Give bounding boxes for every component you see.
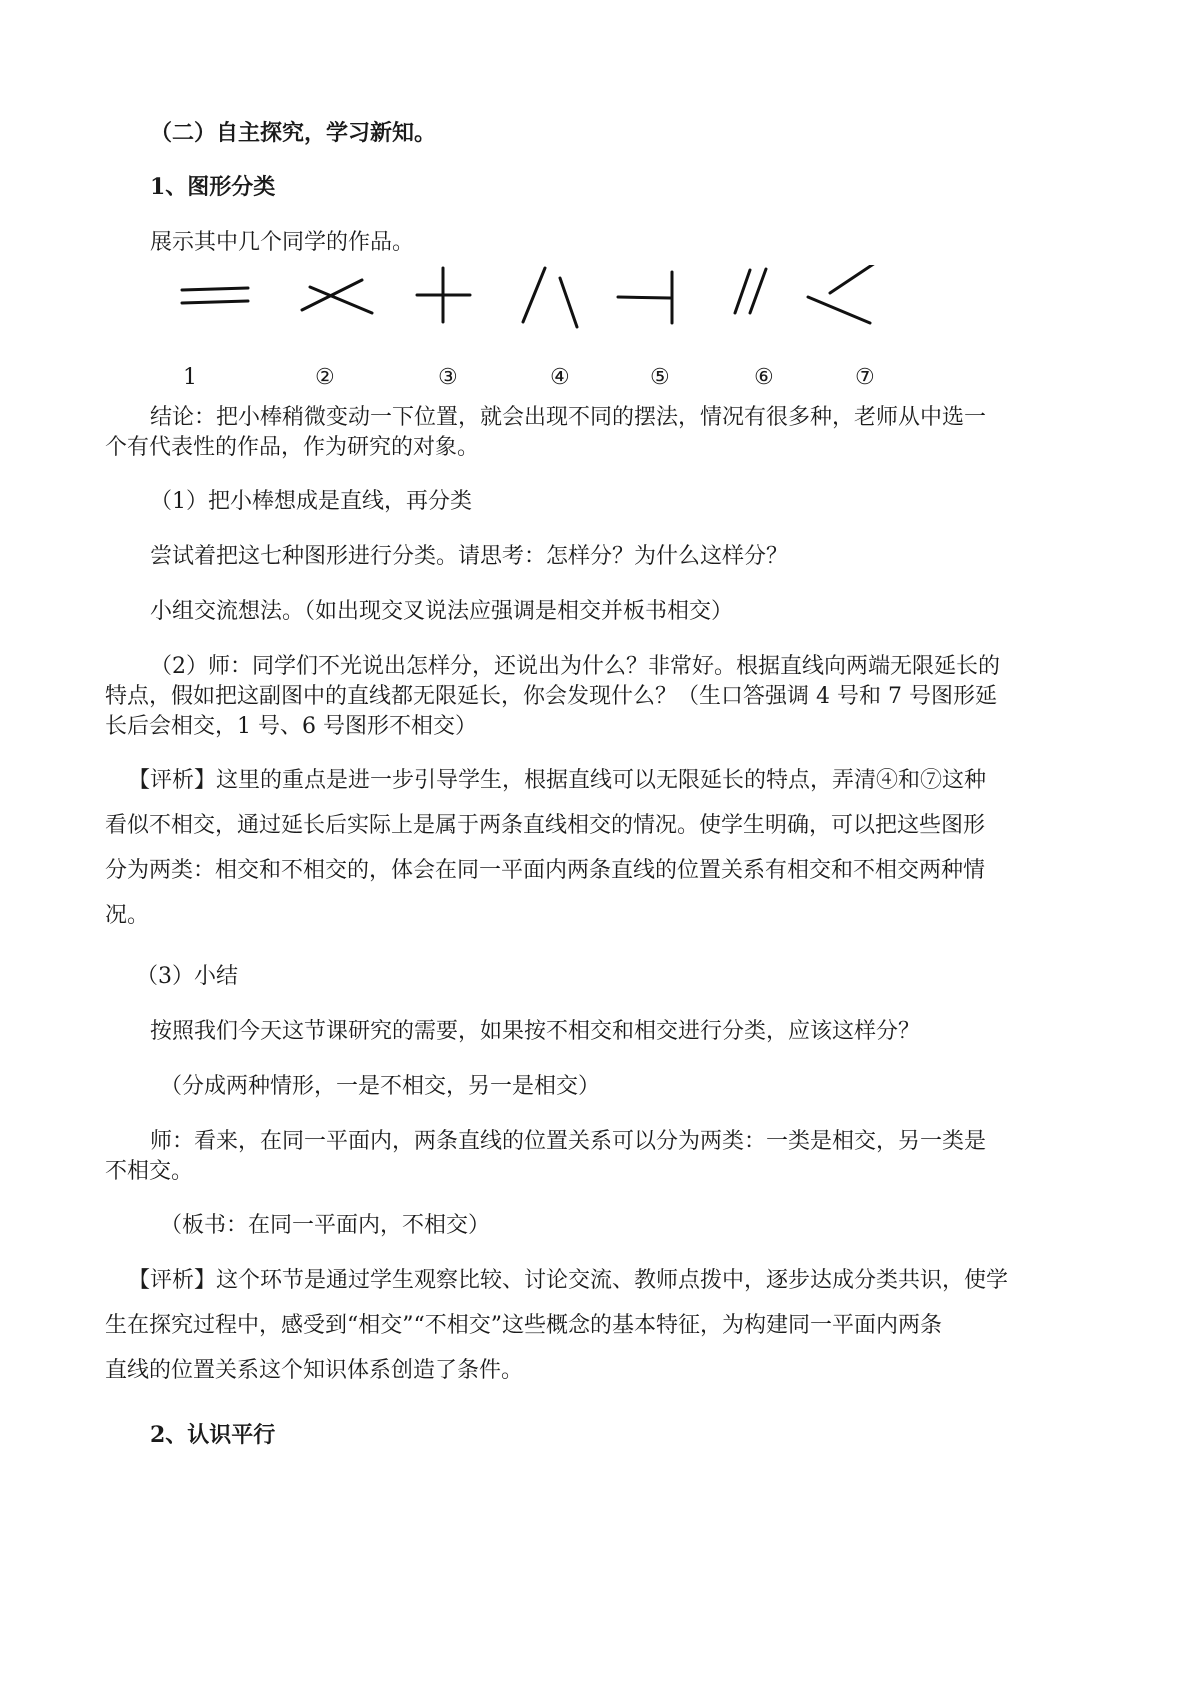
- stick-figures: [180, 265, 980, 395]
- figure-label-3: ③: [438, 365, 458, 390]
- comment-1-line-4: 况。: [105, 903, 150, 928]
- figure-label-5: ⑤: [650, 365, 670, 390]
- figure-7-stick-a: [830, 265, 890, 293]
- step-2-line-3: 长后会相交，1 号、6 号图形不相交）: [105, 714, 477, 739]
- figure-7-stick-b: [808, 297, 870, 323]
- sub-heading-parallel: 2、认识平行: [150, 1422, 276, 1448]
- conclusion-line-1: 结论：把小棒稍微变动一下位置，就会出现不同的摆法，情况有很多种，老师从中选一: [150, 405, 987, 430]
- intro-text: 展示其中几个同学的作品。: [150, 230, 415, 255]
- step-1: （1）把小棒想成是直线，再分类: [150, 489, 472, 514]
- teacher-line-2: 不相交。: [105, 1159, 194, 1184]
- step-2-line-2: 特点，假如把这副图中的直线都无限延长，你会发现什么？（生口答强调 4 号和 7 号图形延: [105, 684, 997, 709]
- figure-4-stick-b: [560, 278, 577, 327]
- teacher-line-1: 师：看来，在同一平面内，两条直线的位置关系可以分为两类：一类是相交，另一类是: [150, 1129, 987, 1154]
- figure-label-6: ⑥: [754, 365, 774, 390]
- summary-question: 按照我们今天这节课研究的需要，如果按不相交和相交进行分类，应该这样分？: [150, 1019, 921, 1044]
- figure-1-stick-b: [182, 301, 248, 303]
- figure-label-2: ②: [315, 365, 335, 390]
- comment-1-line-2: 看似不相交，通过延长后实际上是属于两条直线相交的情况。使学生明确，可以把这些图形: [105, 813, 986, 838]
- stick-figures-drawing: [180, 265, 980, 365]
- summary-answer: （分成两种情形，一是不相交，另一是相交）: [160, 1074, 601, 1099]
- figure-label-7: ⑦: [855, 365, 875, 390]
- try-classify: 尝试着把这七种图形进行分类。请思考：怎样分？为什么这样分？: [150, 544, 789, 569]
- figure-5-stick-a: [618, 297, 670, 298]
- figure-4-stick-a: [523, 268, 545, 322]
- figure-1-stick-a: [182, 288, 248, 290]
- comment-2-line-1: 【评析】这个环节是通过学生观察比较、讨论交流、教师点拨中，逐步达成分类共识，使学: [128, 1268, 1009, 1293]
- conclusion-line-2: 个有代表性的作品，作为研究的对象。: [105, 435, 480, 460]
- step-3: （3）小结: [136, 964, 238, 989]
- comment-2-line-2: 生在探究过程中，感受到“相交”“不相交”这些概念的基本特征，为构建同一平面内两条: [105, 1313, 942, 1338]
- group-discussion: 小组交流想法。（如出现交叉说法应强调是相交并板书相交）: [150, 599, 734, 624]
- comment-2-line-3: 直线的位置关系这个知识体系创造了条件。: [105, 1358, 524, 1383]
- step-2-line-1: （2）师：同学们不光说出怎样分，还说出为什么？非常好。根据直线向两端无限延长的: [150, 654, 1000, 679]
- figure-6-stick-a: [735, 270, 750, 313]
- figure-label-4: ④: [550, 365, 570, 390]
- comment-1-line-3: 分为两类：相交和不相交的，体会在同一平面内两条直线的位置关系有相交和不相交两种情: [105, 858, 986, 883]
- board-note: （板书：在同一平面内，不相交）: [160, 1213, 491, 1238]
- section-heading: （二）自主探究，学习新知。: [150, 120, 437, 146]
- figure-label-1: 1: [183, 365, 197, 390]
- comment-1-line-1: 【评析】这里的重点是进一步引导学生，根据直线可以无限延长的特点，弄清④和⑦这种: [128, 768, 987, 793]
- figure-6-stick-b: [750, 269, 766, 313]
- sub-heading-figure-classification: 1、图形分类: [150, 174, 276, 200]
